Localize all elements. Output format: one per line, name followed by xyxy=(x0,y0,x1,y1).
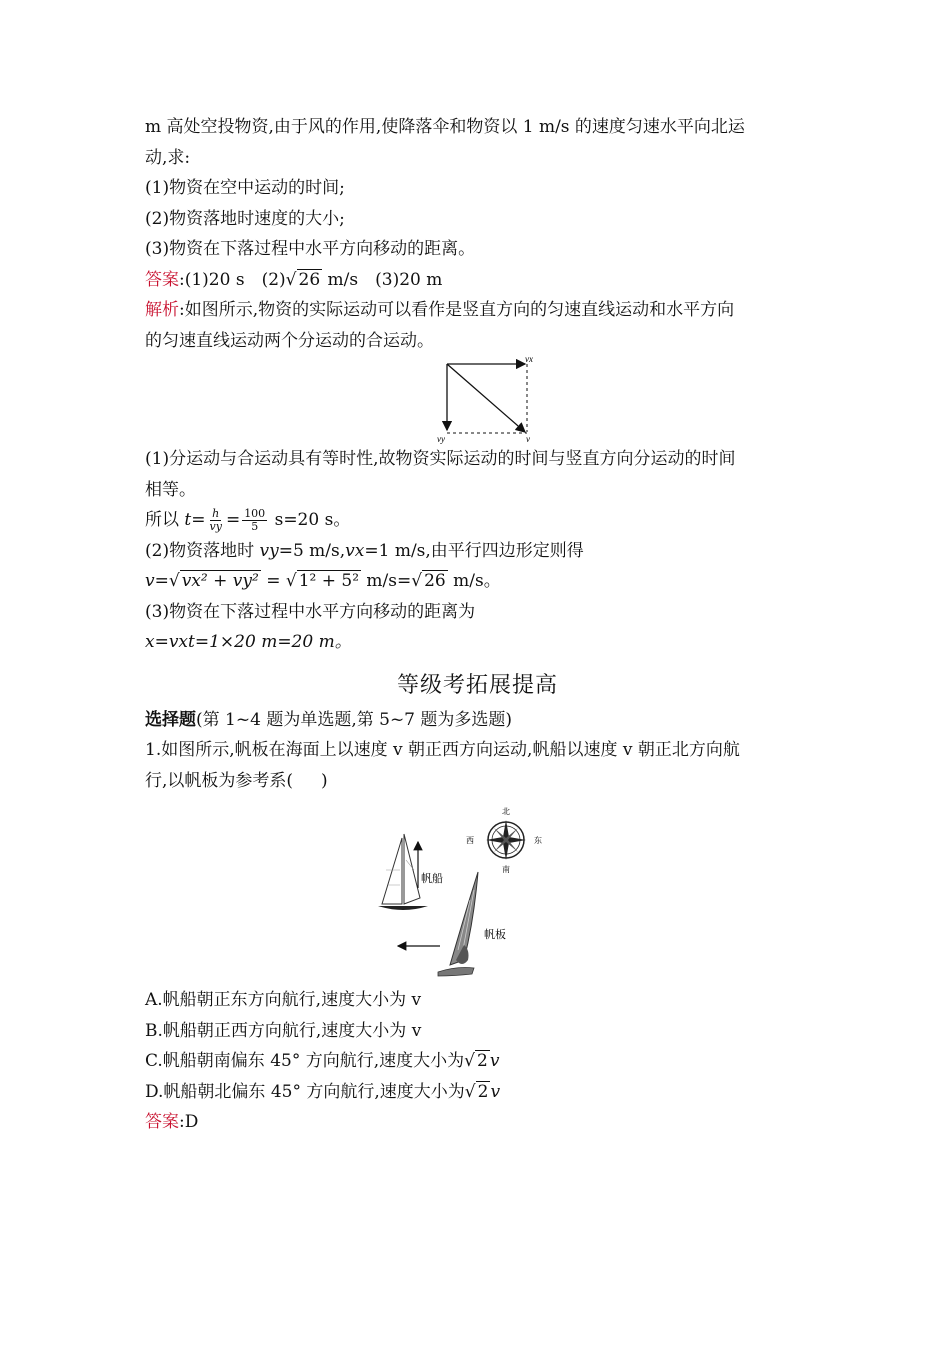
radicand-3: 26 xyxy=(424,571,446,591)
problem-part-2: (2)物资落地时速度的大小; xyxy=(145,208,345,229)
choice-header xyxy=(145,705,810,736)
windsurf-label: 帆板 xyxy=(483,928,506,941)
answer-text-2: m/s (3)20 m xyxy=(322,269,443,290)
v-label: v xyxy=(525,434,530,444)
q1-line-2 xyxy=(145,766,810,797)
problem-part-1: (1)物资在空中运动的时间; xyxy=(145,178,345,198)
option-c-sqrt: √ 2 xyxy=(464,1051,488,1071)
final-answer-line xyxy=(145,1107,810,1138)
equals-1: = xyxy=(191,510,206,530)
vx-text: vx xyxy=(345,540,365,561)
step1-result: s=20 s。 xyxy=(269,510,351,530)
answer-label: 答案 xyxy=(145,269,179,290)
sqrt-1: √ vx² + vy² xyxy=(168,571,259,591)
option-c-v: v xyxy=(489,1051,500,1071)
answer-line xyxy=(145,265,810,296)
velocity-vector-diagram xyxy=(413,356,543,444)
equals-b: = xyxy=(260,571,286,591)
step3-formula: x=vxt=1×20 m=20 m。 xyxy=(145,632,352,652)
step1-line-1: (1)分运动与合运动具有等时性,故物资实际运动的时间与竖直方向分运动的时间 xyxy=(145,449,736,469)
equals-2: = xyxy=(225,510,241,530)
numerator-100: 100 xyxy=(244,507,266,520)
analysis-label: 解析 xyxy=(145,300,179,320)
equals: = xyxy=(154,571,169,591)
radicand-1: vx² + vy² xyxy=(181,571,259,591)
q1-close-paren: ) xyxy=(321,770,328,791)
q1-line-1: 1.如图所示,帆板在海面上以速度 v 朝正西方向运动,帆船以速度 v 朝正北方向航 xyxy=(145,740,740,760)
step2-end: m/s。 xyxy=(447,571,501,591)
final-answer-label: 答案 xyxy=(145,1112,179,1132)
step2-formula xyxy=(145,566,810,597)
choice-header-bold: 选择题 xyxy=(145,709,196,730)
option-d xyxy=(145,1077,810,1108)
vy-text: vy xyxy=(259,540,279,561)
north-label: 北 xyxy=(501,807,510,816)
choice-header-rest: (第 1~4 题为单选题,第 5~7 题为多选题) xyxy=(196,709,513,730)
sailboat-windsurf-figure xyxy=(378,800,578,985)
so-text: 所以 xyxy=(145,510,179,530)
answer-text-1: :(1)20 s (2) xyxy=(179,269,286,290)
step2-text-a: (2)物资落地时 xyxy=(145,540,260,561)
fraction-100-over-5 xyxy=(242,508,267,533)
fraction-h-over-vy xyxy=(208,508,224,533)
problem-line-2: 动,求: xyxy=(145,147,191,168)
section-title: 等级考拓展提高 xyxy=(396,672,558,698)
t-symbol: t xyxy=(184,510,192,530)
sqrt-symbol: √ 26 xyxy=(285,269,321,290)
sqrt-3: √ 26 xyxy=(411,571,446,591)
vx-label: vx xyxy=(524,356,533,364)
east-label: 东 xyxy=(533,836,542,845)
compass-rose xyxy=(486,820,526,860)
final-answer-value: :D xyxy=(179,1112,199,1132)
document-page xyxy=(145,112,810,1138)
step2-text-b: =5 m/s, xyxy=(278,540,346,561)
q1-text: 行,以帆板为参考系( xyxy=(145,770,294,791)
option-c xyxy=(145,1046,810,1077)
south-label: 南 xyxy=(501,865,510,874)
v-symbol: v xyxy=(145,571,155,591)
option-c-radicand: 2 xyxy=(477,1051,488,1071)
analysis-line-2: 的匀速直线运动两个分运动的合运动。 xyxy=(145,330,434,351)
problem-line-1: m 高处空投物资,由于风的作用,使降落伞和物资以 1 m/s 的速度匀速水平向北运 xyxy=(145,117,745,137)
denominator-5: 5 xyxy=(251,520,259,533)
option-b: B.帆船朝正西方向航行,速度大小为 v xyxy=(145,1020,422,1041)
radicand-2: 1² + 5² xyxy=(298,571,360,591)
option-d-sqrt: √ 2 xyxy=(464,1081,489,1102)
option-c-text: C.帆船朝南偏东 45° 方向航行,速度大小为 xyxy=(145,1051,465,1071)
numerator-h: h xyxy=(212,507,220,520)
west-label: 西 xyxy=(465,836,474,845)
option-d-radicand: 2 xyxy=(477,1081,489,1102)
analysis-text-1: :如图所示,物资的实际运动可以看作是竖直方向的匀速直线运动和水平方向 xyxy=(179,300,735,320)
step1-line-2: 相等。 xyxy=(145,479,196,500)
denominator-vy: vy xyxy=(209,520,222,533)
v-resultant-vector xyxy=(447,364,525,432)
windsurf-illustration xyxy=(438,872,478,976)
step2-mid: m/s= xyxy=(361,571,412,591)
answer-radicand: 26 xyxy=(298,269,321,290)
step2-line-1 xyxy=(145,536,810,567)
step3-line-1: (3)物资在下落过程中水平方向移动的距离为 xyxy=(145,601,476,622)
step2-text-c: =1 m/s,由平行四边形定则得 xyxy=(364,540,584,561)
sailboat-label: 帆船 xyxy=(420,872,443,885)
vy-label: vy xyxy=(436,434,445,444)
step1-formula xyxy=(145,505,810,536)
sqrt-2: √ 1² + 5² xyxy=(285,571,360,591)
problem-part-3: (3)物资在下落过程中水平方向移动的距离。 xyxy=(145,239,476,259)
option-d-v: v xyxy=(490,1081,501,1102)
option-d-text: D.帆船朝北偏东 45° 方向航行,速度大小为 xyxy=(145,1081,465,1102)
analysis-line-1 xyxy=(145,295,810,326)
option-a: A.帆船朝正东方向航行,速度大小为 v xyxy=(145,990,422,1010)
